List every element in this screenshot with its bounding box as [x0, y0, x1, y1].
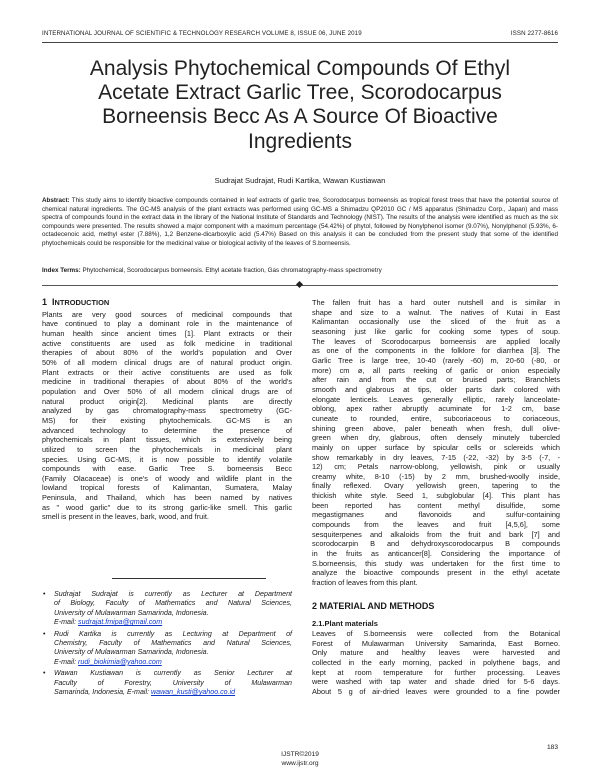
plant-materials-subheading: 2.1.Plant materials — [312, 619, 378, 629]
abstract-text: This study aims to identify bioactive compounds contained in leaf extracts of garlic tree, Scorodocarpus borneensis as tropical forest trees that have the potential source of chemical natural ingredients. The GC-MS analysis of the plant extracts was performed using GC-MS a Shimadzu QP2010 GC / MS apparatus (Shimadzu Corp., Japan) and mass spectra of compounds found in the extract data in the library of the National Institute of Standards and Technology (NIST). The results of the analysis were identified as much as the six compounds were presented. The results showed a major component with a maximum percentage (54.42%) of phytol, followed by Nonylphenol isomer (9.07%), Nonylphenol (5.93%, 6-octadecenoic acid, methyl ester (7.88%), 1,2 Benzene-dicarboxylic acid (5.47%) Based on this analysis it can be concluded from the present study that some of the identified phytochemicals could be responsible for the medicinal value or biological activity of the leaves of S.borneensis. — [42, 197, 558, 247]
paper-title — [50, 57, 550, 154]
index-terms — [42, 267, 558, 276]
email-link[interactable]: sudrajat.fmipa@gmail.com — [78, 618, 163, 627]
section-divider — [42, 282, 558, 288]
title-line: Ingredients — [248, 129, 352, 153]
footnote: • Wawan Kustiawan is currently as Senior Lecturer at Faculty of Forestry, University of Mulawarman Samarinda, Indonesia, E-mail: wawan_kusti@yahoo.co.id — [43, 669, 292, 697]
author-footnotes — [42, 590, 292, 699]
intro-heading: 1 INTRODUCTION — [42, 297, 110, 307]
abstract-label: Abstract: — [42, 197, 70, 204]
right-column — [312, 298, 560, 697]
diamond-ornament-icon — [296, 281, 303, 288]
bullet-icon: • — [43, 590, 46, 598]
title-line: Analysis Phytochemical Compounds Of Ethyl — [89, 57, 511, 80]
footnote: • Sudrajat Sudrajat is currently as Lecturer at Department of Biology, Faculty of Mathematics and Natural Sciences, University of Mulawarman Samarinda, Indonesia. E-mail: sudrajat.fmipa@gmail.com — [43, 590, 292, 627]
email-link[interactable]: rudi_biokimia@yahoo.com — [78, 657, 162, 666]
page-footer — [0, 751, 600, 768]
bullet-icon: • — [43, 669, 46, 678]
footnote-rule — [112, 578, 266, 579]
journal-name: INTERNATIONAL JOURNAL OF SCIENTIFIC & TECHNOLOGY RESEARCH VOLUME 8, ISSUE 06, JUNE 2019 — [42, 30, 362, 37]
page-number: 183 — [546, 744, 558, 751]
author-list: Sudrajat Sudrajat, Rudi Kartika, Wawan Kustiawan — [214, 176, 386, 185]
issn: ISSN 2277-8616 — [510, 30, 558, 37]
index-terms-label: Index Terms: — [42, 267, 81, 274]
journal-website: www.ijstr.org — [281, 759, 319, 767]
bullet-icon: • — [43, 629, 46, 638]
methods-heading: 2 MATERIAL AND METHODS — [312, 600, 435, 611]
header-rule — [42, 42, 558, 43]
left-column — [42, 298, 292, 522]
title-line: Acetate Extract Garlic Tree, Scorodocarpus — [98, 81, 502, 105]
intro-continued-paragraph: The fallen fruit has a hard outer nutshell and is similar in shape and size to a walnut. The natives of Kutai in East Kalimantan occasionally use the sliced of the fruit as a seasoning just like garlic for cooking some types of soup. The leaves of Scorodocarpus borneensis are applied locally as one of the components in the folklore for diarrhea [3]. The Garlic Tree is large tree, 10-40 (rarely -60) m, 20-60 (-80, or more) cm ø, all parts reeking of garlic or onion especially after rain and from the cut or bruised parts; Branchlets smooth and glabrous at tips, older parts dark colored with elongate lenticels. Leaves generally elliptic, rarely lanceolate- oblong, apex rather abruptly acuminate for 1-2 cm, base cuneate to rounded, entire, subcoriaceous to coriaceous, shining green above, paler beneath when fresh, dull olive- green when dry, glabrous, often densely minutely tubercled mainly on upper surface by spicular cells or sclereids which show remarkably in dry leaves, 7-15 (-22, -32) by 3-5 (-7, - 12) cm; Petals narrow-oblong, yellowish, pink or usually creamy white, 8-10 (-15) by 2 mm, brushed-woolly inside, finally reflexed. Ovary yellowish green, tapering to the thickish white style. Seed 1, subglobular [4]. This plant has been reported has content methyl disulfide, some megastigmanes and flavonoids and sulfur-containing compounds from the leaves and fruit [4,5,6], some sesquiterpenes and alkaloids from the fruit and bark [7] and scorodocarpin B and dehydroxyscorodocarpus B compounds in the fruits as anticancer[8]. Considering the importance of S.borneensis, this study was undertaken for the first time to analyze the bioactive compounds present in the ethyl acetate fraction of leaves from this plant. — [312, 298, 560, 588]
abstract — [42, 197, 558, 249]
running-header — [42, 30, 558, 40]
title-line: Borneensis Becc As A Source Of Bioactive — [102, 105, 498, 129]
email-link[interactable]: wawan_kusti@yahoo.co.id — [151, 688, 236, 697]
intro-paragraph: Plants are very good sources of medicinal compounds that have continued to play a dominant role in the maintenance of human health since ancient times [1]. Plant extracts or their active constituents are used as folk medicine in traditional therapies of about 80% of the world's population and Over 50% of all modern clinical drugs are of natural product origin. Plant extracts or their active constituents are used as folk medicine in traditional therapies of about 80% of the world's population and Over 50% of all modern clinical drugs are of natural product origin[2]. Medicinal plants are directly analyzed by gas chromatography-mass spectrometry (GC- MS) for their existing phytochemicals. GC-MS is an advanced technology to determine the presence of phytochemicals in plant tissues, which is extensively being utilized to screen the phytochemicals in medicinal plant species. Using GC-MS, it is now possible to identify volatile compounds with ease. Garlic Tree S. borneensis Becc (Family Olacaceae) is one's of woody and wildlife plant in the lowland tropical forests of Kalimantan, Sumatera, Malay Peninsula, and Thailand, which has been named by natives as " wood garlic" due to its strong garlic-like smell. This garlic smell is present in the leaves, bark, wood, and fruit. — [42, 309, 292, 522]
footnote: • Rudi Kartika is currently as Lecturing at Department of Chemistry, Faculty of Mathematics and Natural Sciences, University of Mulawarman Samarinda, Indonesia. E-mail: rudi_biokimia@yahoo.com — [43, 629, 292, 666]
index-terms-text: Phytochemical, Scorodocarpus borneensis. Ethyl acetate fraction, Gas chromatography-mass spectrometry — [82, 267, 382, 274]
copyright: IJSTR©2019 — [281, 751, 319, 758]
methods-paragraph: Leaves of S.borneensis were collected from the Botanical Forest of Mulawarman University Samarinda, East Borneo. Only mature and healthy leaves were harvested and collected in the early morning, packed in polythene bags, and kept at room temperature for further processing. Leaves were washed with tap water and shade dried for 5-6 days. About 5 g of air-dried leaves were grounded to a fine powder — [312, 629, 560, 696]
